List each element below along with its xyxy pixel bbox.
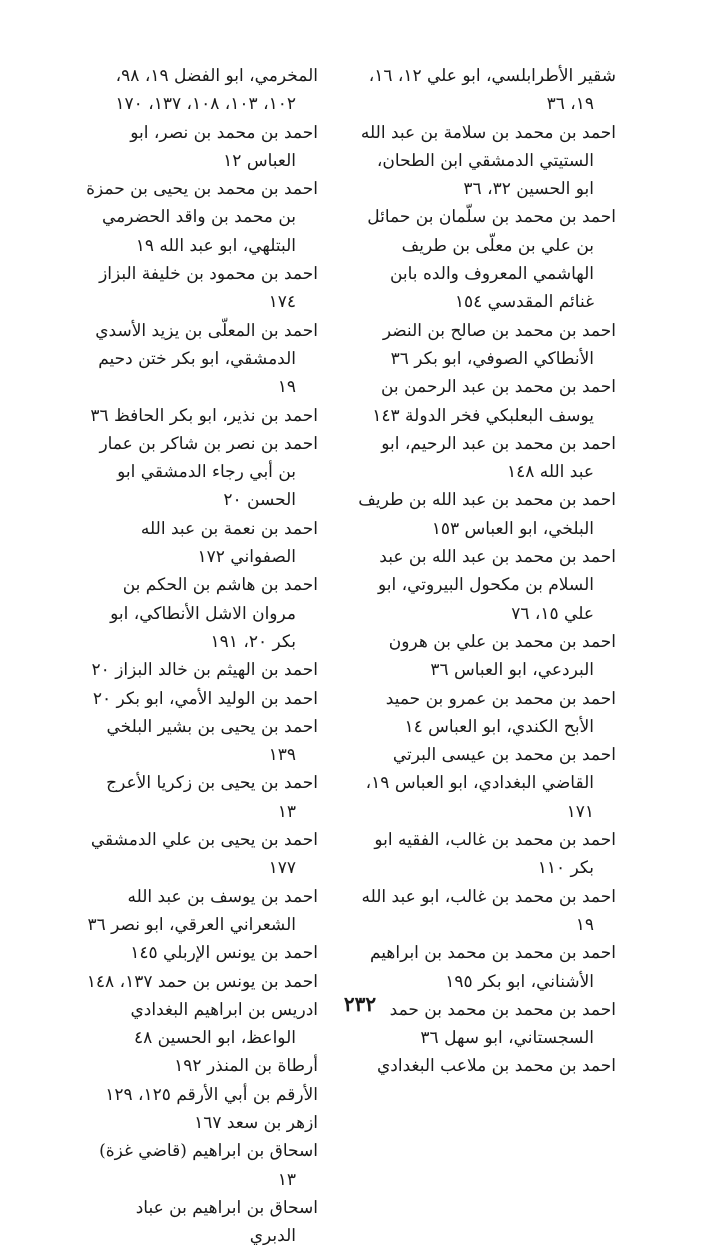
index-entry: احمد بن محمد بن غالب، الفقيه ابو بكر ١١٠ bbox=[374, 830, 616, 879]
index-entry: احمد بن المعلّى بن يزيد الأسدي الدمشقي، ابو بكر ختن دحيم ١٩ bbox=[95, 320, 318, 398]
index-entry: احمد بن محمد بن عبد الرحيم، ابو عبد الله ١٤٨ bbox=[381, 433, 616, 483]
index-entry: احمد بن الهيثم بن خالد البزاز ٢٠ bbox=[91, 660, 318, 681]
index-entry: احمد بن يحيى بن بشير البلخي ١٣٩ bbox=[106, 716, 318, 766]
page-number: ٢٣٢ bbox=[343, 992, 377, 1016]
index-entry: احمد بن الوليد الأمي، ابو بكر ٢٠ bbox=[92, 688, 318, 709]
index-entry: احمد بن محمد بن صالح بن النضر الأنطاكي الصوفي، ابو بكر ٣٦ bbox=[382, 320, 616, 369]
index-column-right bbox=[354, 62, 616, 1081]
index-entry: احمد بن يونس بن حمد ١٣٧، ١٤٨ bbox=[86, 971, 318, 992]
index-entry: احمد بن محمد بن ملاعب البغدادي bbox=[376, 1056, 616, 1077]
index-entry: احمد بن محمد بن عبد الله بن طريف البلخي، ابو العباس ١٥٣ bbox=[358, 490, 616, 539]
index-entry: احمد بن يحيى بن علي الدمشقي ١٧٧ bbox=[90, 830, 318, 879]
index-entry: احمد بن محمد بن سلّمان بن حمائل بن علي بن معلّى بن طريف الهاشمي المعروف والده بابن غنائم المقدسي ١٥٤ bbox=[367, 207, 616, 313]
index-entry: المخرمي، ابو الفضل ١٩، ٩٨، ١٠٢، ١٠٣، ١٠٨، ١٣٧، ١٧٠ bbox=[115, 66, 318, 115]
index-entry: احمد بن محمد بن عبد الله بن عبد السلام بن مكحول البيروتي، ابو علي ١٥، ٧٦ bbox=[377, 547, 616, 624]
index-entry: احمد بن محمد بن عيسى البرتي القاضي البغدادي، ابو العباس ١٩، ١٧١ bbox=[365, 745, 616, 822]
index-entry: احمد بن يحيى بن زكريا الأعرج ١٣ bbox=[106, 773, 318, 822]
index-entry: الأرقم بن أبي الأرقم ١٢٥، ١٢٩ bbox=[105, 1084, 318, 1105]
index-entry: احمد بن محمد بن محمد بن ابراهيم الأشناني، ابو بكر ١٩٥ bbox=[369, 943, 616, 992]
index-entry: اسحاق بن ابراهيم بن عباد الدبري bbox=[135, 1197, 318, 1247]
index-entry: اسحاق بن ابراهيم (قاضي غزة) ١٣ bbox=[99, 1141, 318, 1190]
index-entry: احمد بن محمود بن خليفة البزاز ١٧٤ bbox=[99, 264, 318, 313]
index-entry: احمد بن محمد بن عبد الرحمن بن يوسف البعلبكي فخر الدولة ١٤٣ bbox=[372, 377, 616, 426]
index-entry: احمد بن هاشم بن الحكم بن مروان الاشل الأنطاكي، ابو بكر ٢٠، ١٩١ bbox=[110, 575, 318, 652]
index-column-left bbox=[86, 62, 318, 1250]
index-entry: احمد بن محمد بن عمرو بن حميد الأبح الكندي، ابو العباس ١٤ bbox=[385, 688, 616, 737]
index-entry: احمد بن محمد بن علي بن هرون البردعي، ابو العباس ٣٦ bbox=[388, 631, 616, 681]
index-entry: احمد بن محمد بن محمد بن حمد السجستاني، ابو سهل ٣٦ bbox=[389, 999, 616, 1049]
index-entry: احمد بن محمد بن يحيى بن حمزة بن محمد بن واقد الحضرمي البتلهي، ابو عبد الله ١٩ bbox=[86, 179, 318, 256]
index-entry: أرطاة بن المنذر ١٩٢ bbox=[174, 1056, 318, 1077]
index-entry: احمد بن يوسف بن عبد الله الشعراني العرقي، ابو نصر ٣٦ bbox=[87, 886, 318, 935]
index-entry: ازهر بن سعد ١٦٧ bbox=[194, 1112, 318, 1133]
index-entry: احمد بن يونس الإربلي ١٤٥ bbox=[130, 943, 318, 964]
index-entry: احمد بن نعمة بن عبد الله الصفواني ١٧٢ bbox=[140, 518, 318, 568]
index-entry: ادريس بن ابراهيم البغدادي الواعظ، ابو الحسين ٤٨ bbox=[130, 999, 318, 1049]
index-entry: احمد بن نصر بن شاكر بن عمار بن أبي رجاء الدمشقي ابو الحسن ٢٠ bbox=[99, 433, 318, 511]
index-entry: احمد بن نذير، ابو بكر الحافظ ٣٦ bbox=[90, 405, 318, 426]
index-entry: احمد بن محمد بن نصر، ابو العباس ١٢ bbox=[130, 122, 318, 171]
index-entry: احمد بن محمد بن سلامة بن عبد الله الستيتي الدمشقي ابن الطحان، ابو الحسين ٣٢، ٣٦ bbox=[360, 122, 616, 200]
index-entry: احمد بن محمد بن غالب، ابو عبد الله ١٩ bbox=[361, 886, 616, 935]
index-entry: شقير الأطرابلسي، ابو علي ١٢، ١٦، ١٩، ٣٦ bbox=[368, 66, 616, 115]
